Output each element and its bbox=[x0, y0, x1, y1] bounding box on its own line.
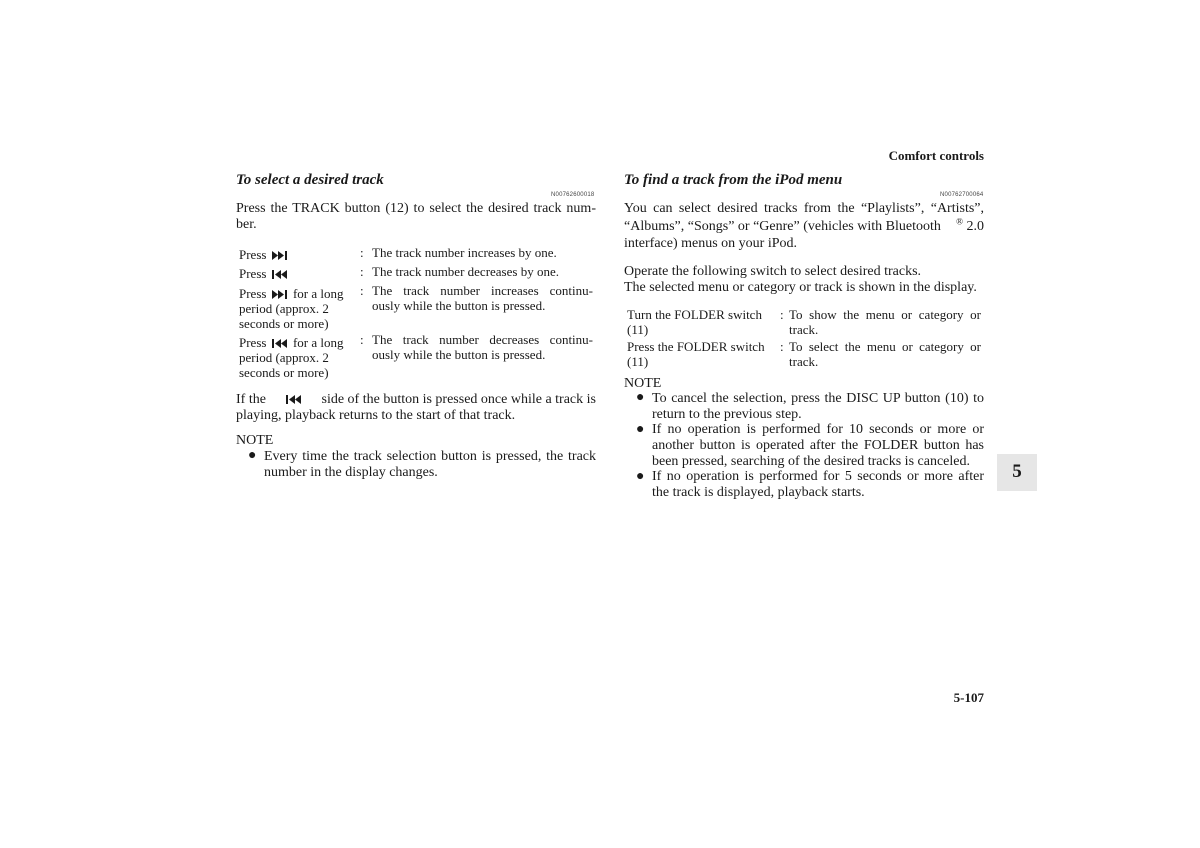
left-intro-line1: Press the TRACK button (12) to select the desired track num- bbox=[236, 201, 596, 216]
right-row2-colon: : bbox=[780, 339, 784, 354]
bullet-icon: ● bbox=[248, 448, 257, 463]
right-row1-label-line2: (11) bbox=[627, 322, 649, 337]
right-row2-label-line2: (11) bbox=[627, 354, 649, 369]
row3-colon: : bbox=[360, 283, 364, 298]
row3-label-line2: period (approx. 2 bbox=[239, 301, 329, 316]
skip-previous-icon bbox=[285, 395, 303, 404]
skip-previous-icon bbox=[271, 339, 289, 348]
right-p1-line2 bbox=[624, 216, 984, 235]
row4-label-line2: period (approx. 2 bbox=[239, 350, 329, 365]
row4-label-suffix: for a long bbox=[292, 335, 344, 350]
right-row1-desc-line2: track. bbox=[789, 322, 819, 337]
right-note2-line2: another button is operated after the FOLDER button has bbox=[652, 438, 984, 453]
bullet-icon: ● bbox=[636, 390, 645, 405]
right-note1-line1: To cancel the selection, press the DISC UP button (10) to bbox=[652, 391, 984, 406]
bullet-icon: ● bbox=[636, 422, 645, 437]
page-number: 5-107 bbox=[953, 690, 984, 705]
registered-mark: ® bbox=[956, 216, 963, 227]
row4-desc-line2: ously while the button is pressed. bbox=[372, 347, 546, 362]
right-p1-line2-tail bbox=[956, 216, 984, 235]
row2-press: Press bbox=[239, 266, 267, 281]
right-p2-line1: Operate the following switch to select desired tracks. bbox=[624, 264, 922, 279]
row3-press: Press bbox=[239, 286, 267, 301]
right-note3-line1: If no operation is performed for 5 seconds or more after bbox=[652, 469, 984, 484]
left-para-line1 bbox=[236, 392, 596, 408]
right-note3-line2: the track is displayed, playback starts. bbox=[652, 485, 865, 500]
skip-next-icon bbox=[271, 290, 289, 299]
left-para-rest: side of the button is pressed once while a track is bbox=[321, 392, 596, 407]
row4-desc-line1: The track number decreases continu- bbox=[372, 332, 593, 347]
right-p1-line1: You can select desired tracks from the “Playlists”, “Artists”, bbox=[624, 201, 984, 216]
row3-desc-line2: ously while the button is pressed. bbox=[372, 298, 546, 313]
chapter-tab bbox=[997, 454, 1037, 491]
left-para-if: If the bbox=[236, 392, 266, 407]
right-ref-code: N00762700064 bbox=[940, 192, 984, 198]
right-p1-line3: interface) menus on your iPod. bbox=[624, 236, 798, 251]
row2-colon: : bbox=[360, 264, 364, 279]
row1-label bbox=[239, 247, 290, 262]
bullet-icon: ● bbox=[636, 469, 645, 484]
right-note1-line2: return to the previous step. bbox=[652, 407, 802, 422]
left-note1-line2: number in the display changes. bbox=[264, 465, 438, 480]
right-note-label: NOTE bbox=[624, 376, 662, 391]
right-p1-line2-text: “Albums”, “Songs” or “Genre” (vehicles with Bluetooth bbox=[624, 219, 941, 234]
skip-previous-icon bbox=[271, 270, 289, 279]
left-intro-line2: ber. bbox=[236, 217, 257, 232]
right-row2-desc-line1: To select the menu or category or bbox=[789, 339, 981, 354]
right-row1-colon: : bbox=[780, 307, 784, 322]
right-row2-label-line1: Press the FOLDER switch bbox=[627, 339, 765, 354]
right-row1-label-line1: Turn the FOLDER switch bbox=[627, 307, 762, 322]
row4-label-line1 bbox=[239, 335, 344, 350]
row3-desc-line1: The track number increases continu- bbox=[372, 283, 593, 298]
section-title: Comfort controls bbox=[888, 148, 984, 163]
row2-desc: The track number decreases by one. bbox=[372, 264, 559, 279]
right-note2-line3: been pressed, searching of the desired tracks is canceled. bbox=[652, 454, 970, 469]
right-row1-desc-line1: To show the menu or category or bbox=[789, 307, 981, 322]
left-note1-line1: Every time the track selection button is pressed, the track bbox=[264, 449, 596, 464]
right-heading: To find a track from the iPod menu bbox=[624, 172, 843, 188]
row2-label bbox=[239, 266, 290, 281]
row4-label-line3: seconds or more) bbox=[239, 365, 329, 380]
left-para-line2: playing, playback returns to the start of that track. bbox=[236, 408, 516, 423]
row3-label-line1 bbox=[239, 286, 344, 301]
right-p2-line2: The selected menu or category or track is shown in the display. bbox=[624, 280, 977, 295]
right-p1-version: 2.0 bbox=[963, 219, 984, 234]
row1-press: Press bbox=[239, 247, 267, 262]
left-note-label: NOTE bbox=[236, 433, 274, 448]
row4-press: Press bbox=[239, 335, 267, 350]
left-ref-code: N00762600018 bbox=[551, 192, 595, 198]
right-row2-desc-line2: track. bbox=[789, 354, 819, 369]
row4-colon: : bbox=[360, 332, 364, 347]
chapter-number: 5 bbox=[1012, 461, 1022, 482]
row1-desc: The track number increases by one. bbox=[372, 245, 557, 260]
row3-label-line3: seconds or more) bbox=[239, 316, 329, 331]
right-note2-line1: If no operation is performed for 10 seconds or more or bbox=[652, 422, 984, 437]
row3-label-suffix: for a long bbox=[292, 286, 344, 301]
left-heading: To select a desired track bbox=[236, 172, 384, 188]
skip-next-icon bbox=[271, 251, 289, 260]
row1-colon: : bbox=[360, 245, 364, 260]
